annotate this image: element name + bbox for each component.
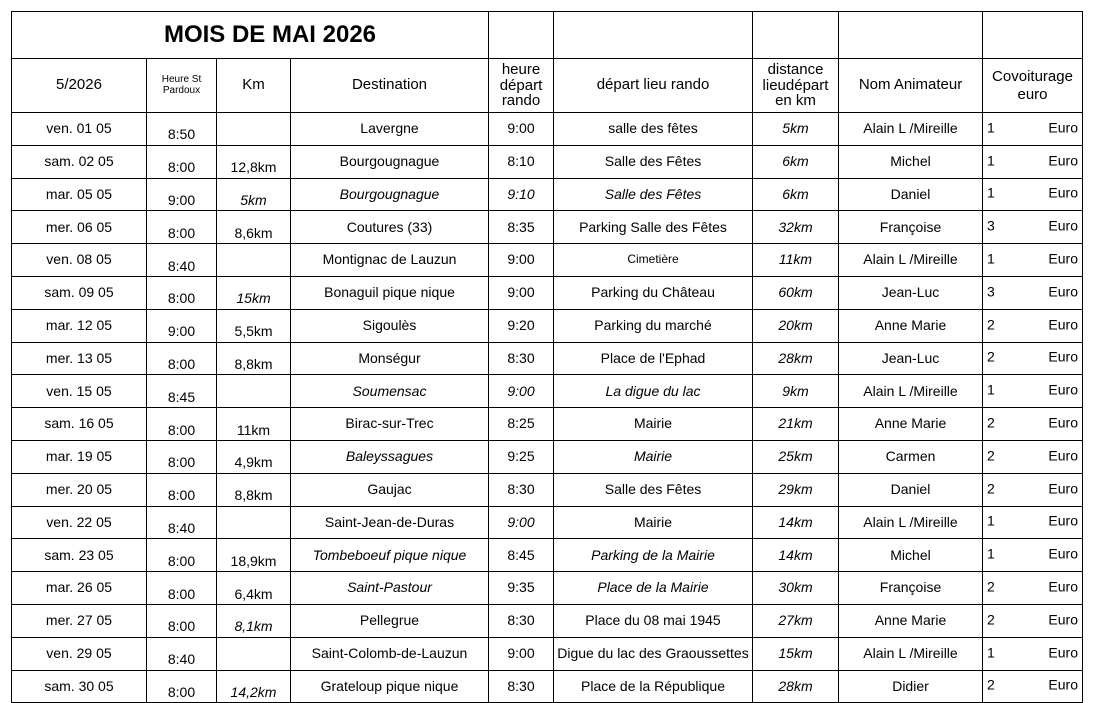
cell-date: mar. 12 05	[12, 309, 147, 342]
cell-date: ven. 29 05	[12, 637, 147, 670]
cell-heure-st-pardoux: 8:00	[147, 211, 217, 244]
cell-heure-depart: 9:20	[489, 309, 554, 342]
cell-date: ven. 08 05	[12, 244, 147, 277]
cell-km: 8,8km	[217, 342, 291, 375]
cell-destination: Grateloup pique nique	[291, 670, 489, 703]
cell-lieu: Mairie	[554, 440, 753, 473]
cell-animateur: Alain L /Mireille	[839, 506, 983, 539]
table-row	[12, 342, 1083, 375]
table-row	[12, 211, 1083, 244]
title-empty-cell	[554, 12, 753, 59]
cell-heure-st-pardoux: 8:40	[147, 506, 217, 539]
covoiturage-currency: Euro	[1048, 381, 1078, 398]
title-empty-cell	[489, 12, 554, 59]
table-row	[12, 244, 1083, 277]
cell-animateur: Anne Marie	[839, 604, 983, 637]
header-date: 5/2026	[12, 59, 147, 113]
covoiturage-amount: 1	[987, 644, 995, 661]
covoiturage-amount: 2	[987, 611, 995, 628]
cell-heure-depart: 9:00	[489, 113, 554, 146]
covoiturage-amount: 2	[987, 414, 995, 431]
cell-lieu: Salle des Fêtes	[554, 473, 753, 506]
cell-heure-depart: 9:10	[489, 178, 554, 211]
header-km: Km	[217, 59, 291, 113]
cell-km	[217, 244, 291, 277]
cell-covoiturage	[983, 342, 1083, 375]
cell-lieu: Cimetière	[554, 244, 753, 277]
cell-distance: 27km	[753, 604, 839, 637]
covoiturage-currency: Euro	[1048, 578, 1078, 595]
cell-date: ven. 22 05	[12, 506, 147, 539]
covoiturage-currency: Euro	[1048, 447, 1078, 464]
covoiturage-currency: Euro	[1048, 480, 1078, 497]
cell-distance: 28km	[753, 342, 839, 375]
covoiturage-currency: Euro	[1048, 545, 1078, 562]
cell-lieu: Parking du Château	[554, 276, 753, 309]
table-row	[12, 539, 1083, 572]
table-row	[12, 309, 1083, 342]
cell-destination: Saint-Colomb-de-Lauzun	[291, 637, 489, 670]
cell-heure-depart: 9:00	[489, 375, 554, 408]
cell-destination: Saint-Pastour	[291, 572, 489, 605]
table-row	[12, 473, 1083, 506]
cell-date: sam. 23 05	[12, 539, 147, 572]
cell-animateur: Anne Marie	[839, 408, 983, 441]
covoiturage-amount: 2	[987, 676, 995, 693]
cell-km: 8,1km	[217, 604, 291, 637]
cell-heure-depart: 9:00	[489, 244, 554, 277]
covoiturage-currency: Euro	[1048, 644, 1078, 661]
header-distance: distance lieudépart en km	[753, 59, 839, 113]
cell-heure-depart: 8:35	[489, 211, 554, 244]
cell-heure-st-pardoux: 8:00	[147, 604, 217, 637]
cell-lieu: Parking du marché	[554, 309, 753, 342]
cell-heure-st-pardoux: 8:00	[147, 572, 217, 605]
cell-lieu: Parking de la Mairie	[554, 539, 753, 572]
cell-animateur: Alain L /Mireille	[839, 375, 983, 408]
cell-heure-st-pardoux: 8:40	[147, 244, 217, 277]
table-row	[12, 572, 1083, 605]
cell-destination: Lavergne	[291, 113, 489, 146]
covoiturage-amount: 1	[987, 119, 995, 136]
cell-date: sam. 02 05	[12, 145, 147, 178]
cell-heure-st-pardoux: 8:00	[147, 539, 217, 572]
cell-covoiturage	[983, 113, 1083, 146]
cell-animateur: Michel	[839, 539, 983, 572]
cell-covoiturage	[983, 276, 1083, 309]
cell-date: mer. 13 05	[12, 342, 147, 375]
covoiturage-amount: 2	[987, 447, 995, 464]
cell-km: 6,4km	[217, 572, 291, 605]
cell-distance: 30km	[753, 572, 839, 605]
cell-animateur: Daniel	[839, 178, 983, 211]
cell-km: 11km	[217, 408, 291, 441]
title-empty-cell	[753, 12, 839, 59]
cell-km	[217, 637, 291, 670]
cell-heure-st-pardoux: 9:00	[147, 309, 217, 342]
covoiturage-currency: Euro	[1048, 184, 1078, 201]
cell-distance: 9km	[753, 375, 839, 408]
cell-covoiturage	[983, 375, 1083, 408]
cell-heure-st-pardoux: 8:00	[147, 342, 217, 375]
cell-date: ven. 01 05	[12, 113, 147, 146]
cell-heure-st-pardoux: 8:40	[147, 637, 217, 670]
cell-distance: 11km	[753, 244, 839, 277]
cell-date: sam. 16 05	[12, 408, 147, 441]
cell-destination: Monségur	[291, 342, 489, 375]
cell-destination: Coutures (33)	[291, 211, 489, 244]
cell-heure-st-pardoux: 8:00	[147, 408, 217, 441]
cell-heure-st-pardoux: 8:00	[147, 670, 217, 703]
cell-date: mer. 27 05	[12, 604, 147, 637]
cell-lieu: Place de l'Ephad	[554, 342, 753, 375]
header-covoiturage: Covoiturage euro	[983, 59, 1083, 113]
cell-lieu: Place du 08 mai 1945	[554, 604, 753, 637]
cell-distance: 15km	[753, 637, 839, 670]
cell-distance: 6km	[753, 145, 839, 178]
cell-km: 18,9km	[217, 539, 291, 572]
cell-heure-depart: 9:00	[489, 276, 554, 309]
header-lieu: départ lieu rando	[554, 59, 753, 113]
cell-destination: Birac-sur-Trec	[291, 408, 489, 441]
cell-destination: Pellegrue	[291, 604, 489, 637]
title-cell	[12, 12, 489, 59]
table-row	[12, 113, 1083, 146]
cell-km	[217, 375, 291, 408]
covoiturage-currency: Euro	[1048, 283, 1078, 300]
table-row	[12, 440, 1083, 473]
header-heure-depart: heure départ rando	[489, 59, 554, 113]
cell-covoiturage	[983, 572, 1083, 605]
cell-km: 15km	[217, 276, 291, 309]
covoiturage-amount: 3	[987, 283, 995, 300]
schedule-table	[11, 11, 1083, 703]
cell-lieu: Mairie	[554, 506, 753, 539]
cell-heure-depart: 9:35	[489, 572, 554, 605]
schedule-sheet	[11, 11, 1083, 703]
cell-destination: Sigoulès	[291, 309, 489, 342]
covoiturage-amount: 2	[987, 480, 995, 497]
cell-heure-st-pardoux: 9:00	[147, 178, 217, 211]
cell-animateur: Françoise	[839, 572, 983, 605]
cell-covoiturage	[983, 473, 1083, 506]
cell-distance: 25km	[753, 440, 839, 473]
cell-lieu: Parking Salle des Fêtes	[554, 211, 753, 244]
cell-heure-st-pardoux: 8:00	[147, 276, 217, 309]
cell-km: 12,8km	[217, 145, 291, 178]
cell-heure-st-pardoux: 8:00	[147, 473, 217, 506]
covoiturage-currency: Euro	[1048, 611, 1078, 628]
cell-date: mar. 05 05	[12, 178, 147, 211]
cell-heure-depart: 8:30	[489, 670, 554, 703]
cell-heure-depart: 9:25	[489, 440, 554, 473]
covoiturage-amount: 1	[987, 512, 995, 529]
cell-destination: Bourgougnague	[291, 145, 489, 178]
cell-heure-depart: 8:30	[489, 473, 554, 506]
cell-animateur: Alain L /Mireille	[839, 244, 983, 277]
table-row	[12, 408, 1083, 441]
cell-covoiturage	[983, 211, 1083, 244]
cell-distance: 6km	[753, 178, 839, 211]
title-row	[12, 12, 1083, 59]
cell-covoiturage	[983, 539, 1083, 572]
header-heure-st-pardoux	[147, 59, 217, 113]
cell-destination: Gaujac	[291, 473, 489, 506]
covoiturage-currency: Euro	[1048, 152, 1078, 169]
cell-covoiturage	[983, 506, 1083, 539]
cell-km	[217, 506, 291, 539]
cell-covoiturage	[983, 145, 1083, 178]
cell-animateur: Jean-Luc	[839, 342, 983, 375]
covoiturage-amount: 2	[987, 316, 995, 333]
cell-animateur: Didier	[839, 670, 983, 703]
cell-heure-depart: 8:30	[489, 342, 554, 375]
cell-lieu: La digue du lac	[554, 375, 753, 408]
cell-animateur: Françoise	[839, 211, 983, 244]
cell-heure-depart: 8:45	[489, 539, 554, 572]
cell-date: mar. 26 05	[12, 572, 147, 605]
cell-km: 5km	[217, 178, 291, 211]
covoiturage-currency: Euro	[1048, 316, 1078, 333]
covoiturage-amount: 1	[987, 184, 995, 201]
cell-distance: 5km	[753, 113, 839, 146]
cell-heure-st-pardoux: 8:45	[147, 375, 217, 408]
cell-heure-depart: 8:30	[489, 604, 554, 637]
cell-date: sam. 30 05	[12, 670, 147, 703]
table-row	[12, 637, 1083, 670]
cell-distance: 14km	[753, 539, 839, 572]
covoiturage-currency: Euro	[1048, 676, 1078, 693]
cell-distance: 32km	[753, 211, 839, 244]
covoiturage-amount: 2	[987, 348, 995, 365]
cell-destination: Bourgougnague	[291, 178, 489, 211]
cell-covoiturage	[983, 178, 1083, 211]
cell-heure-depart: 8:25	[489, 408, 554, 441]
covoiturage-currency: Euro	[1048, 512, 1078, 529]
cell-km: 5,5km	[217, 309, 291, 342]
table-row	[12, 604, 1083, 637]
cell-animateur: Jean-Luc	[839, 276, 983, 309]
table-row	[12, 506, 1083, 539]
cell-heure-depart: 9:00	[489, 506, 554, 539]
table-row	[12, 276, 1083, 309]
cell-destination: Soumensac	[291, 375, 489, 408]
cell-lieu: Salle des Fêtes	[554, 178, 753, 211]
cell-destination: Montignac de Lauzun	[291, 244, 489, 277]
cell-animateur: Anne Marie	[839, 309, 983, 342]
cell-covoiturage	[983, 440, 1083, 473]
title-empty-cell	[839, 12, 983, 59]
table-row	[12, 375, 1083, 408]
title-empty-cell	[983, 12, 1083, 59]
cell-animateur: Michel	[839, 145, 983, 178]
cell-lieu: Mairie	[554, 408, 753, 441]
page-title: MOIS DE MAI 2026	[163, 20, 377, 48]
cell-covoiturage	[983, 408, 1083, 441]
cell-distance: 29km	[753, 473, 839, 506]
covoiturage-amount: 3	[987, 217, 995, 234]
table-row	[12, 145, 1083, 178]
cell-km: 8,6km	[217, 211, 291, 244]
cell-covoiturage	[983, 637, 1083, 670]
covoiturage-amount: 1	[987, 250, 995, 267]
cell-km: 14,2km	[217, 670, 291, 703]
cell-distance: 21km	[753, 408, 839, 441]
cell-heure-st-pardoux: 8:50	[147, 113, 217, 146]
covoiturage-amount: 1	[987, 152, 995, 169]
cell-heure-st-pardoux: 8:00	[147, 440, 217, 473]
cell-lieu: Place de la Mairie	[554, 572, 753, 605]
covoiturage-currency: Euro	[1048, 217, 1078, 234]
cell-date: mar. 19 05	[12, 440, 147, 473]
cell-animateur: Alain L /Mireille	[839, 113, 983, 146]
covoiturage-currency: Euro	[1048, 119, 1078, 136]
header-row	[12, 59, 1083, 113]
cell-heure-depart: 9:00	[489, 637, 554, 670]
cell-date: mer. 20 05	[12, 473, 147, 506]
cell-lieu: Place de la République	[554, 670, 753, 703]
covoiturage-currency: Euro	[1048, 348, 1078, 365]
cell-distance: 14km	[753, 506, 839, 539]
cell-lieu: salle des fêtes	[554, 113, 753, 146]
cell-km	[217, 113, 291, 146]
covoiturage-currency: Euro	[1048, 250, 1078, 267]
header-animateur: Nom Animateur	[839, 59, 983, 113]
header-destination: Destination	[291, 59, 489, 113]
cell-distance: 28km	[753, 670, 839, 703]
covoiturage-amount: 2	[987, 578, 995, 595]
cell-date: ven. 15 05	[12, 375, 147, 408]
cell-animateur: Alain L /Mireille	[839, 637, 983, 670]
cell-destination: Bonaguil pique nique	[291, 276, 489, 309]
cell-covoiturage	[983, 309, 1083, 342]
covoiturage-amount: 1	[987, 381, 995, 398]
cell-km: 8,8km	[217, 473, 291, 506]
cell-animateur: Daniel	[839, 473, 983, 506]
cell-heure-st-pardoux: 8:00	[147, 145, 217, 178]
cell-date: mer. 06 05	[12, 211, 147, 244]
covoiturage-currency: Euro	[1048, 414, 1078, 431]
cell-covoiturage	[983, 244, 1083, 277]
cell-distance: 60km	[753, 276, 839, 309]
cell-lieu: Digue du lac des Graoussettes	[554, 637, 753, 670]
cell-destination: Baleyssagues	[291, 440, 489, 473]
cell-date: sam. 09 05	[12, 276, 147, 309]
cell-destination: Saint-Jean-de-Duras	[291, 506, 489, 539]
table-row	[12, 178, 1083, 211]
cell-destination: Tombeboeuf pique nique	[291, 539, 489, 572]
cell-animateur: Carmen	[839, 440, 983, 473]
cell-lieu: Salle des Fêtes	[554, 145, 753, 178]
cell-km: 4,9km	[217, 440, 291, 473]
cell-heure-depart: 8:10	[489, 145, 554, 178]
cell-distance: 20km	[753, 309, 839, 342]
cell-covoiturage	[983, 604, 1083, 637]
header-heure-st-pardoux-label: Heure St Pardoux	[161, 74, 202, 96]
covoiturage-amount: 1	[987, 545, 995, 562]
